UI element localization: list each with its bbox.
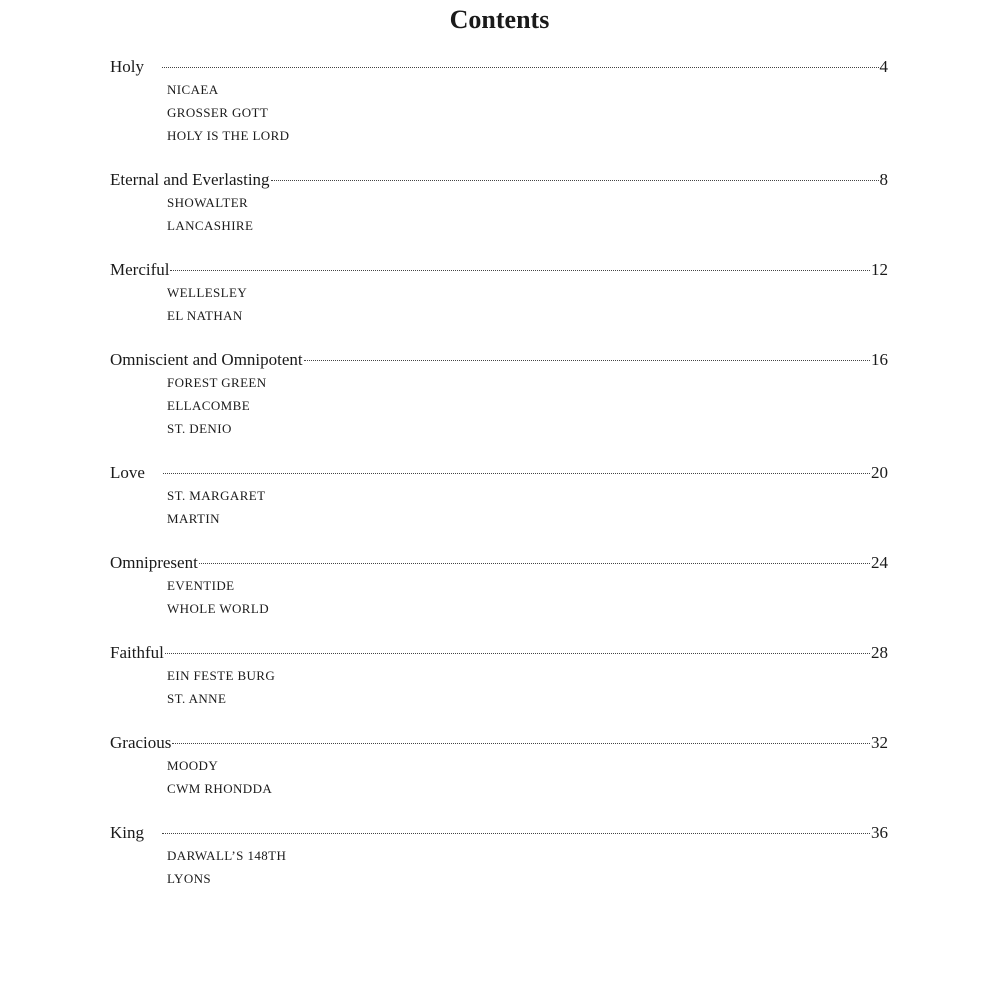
toc-entry-line[interactable]: [110, 169, 888, 191]
toc-entry: [110, 56, 888, 147]
tune-name: EVENTIDE: [167, 578, 235, 593]
tune-list: [110, 574, 888, 620]
tune-name: LYONS: [167, 871, 212, 886]
tune-name: SHOWALTER: [167, 195, 249, 210]
tune-list: [110, 78, 888, 147]
dot-leader: [162, 67, 879, 68]
entry-title: Gracious: [110, 733, 172, 752]
page-number: 20: [871, 463, 888, 482]
dot-leader: [163, 473, 870, 474]
page-number: 16: [871, 350, 888, 369]
tune-list: [110, 281, 888, 327]
tune-name: LANCASHIRE: [167, 218, 254, 233]
toc-entry-line[interactable]: [110, 56, 888, 78]
tune-name: HOLY IS THE LORD: [167, 128, 290, 143]
toc-entry-line[interactable]: [110, 349, 888, 371]
tune-name: ELLACOMBE: [167, 398, 251, 413]
toc-entry-line[interactable]: [110, 642, 888, 664]
spacer: [110, 327, 888, 349]
tune-list: [110, 844, 888, 890]
tune-name: EIN FESTE BURG: [167, 668, 276, 683]
tune-list: [110, 371, 888, 440]
toc-entry: [110, 349, 888, 440]
entry-title: Faithful: [110, 643, 164, 662]
spacer: [110, 710, 888, 732]
page-number: 28: [871, 643, 888, 662]
toc-entry: [110, 822, 888, 890]
toc-entry: [110, 259, 888, 327]
entry-title: Holy: [110, 57, 144, 76]
page-number: 36: [871, 823, 888, 842]
spacer: [110, 530, 888, 552]
spacer: [110, 237, 888, 259]
tune-name: MARTIN: [167, 511, 220, 526]
toc-entry: [110, 642, 888, 710]
dot-leader: [162, 833, 870, 834]
page-number: 8: [879, 170, 888, 189]
spacer: [110, 147, 888, 169]
dot-leader: [271, 180, 879, 181]
toc-entry-line[interactable]: [110, 822, 888, 844]
page-number: 4: [879, 57, 888, 76]
entry-title: Omniscient and Omnipotent: [110, 350, 303, 369]
tune-name: NICAEA: [167, 82, 219, 97]
toc-entry-line[interactable]: [110, 552, 888, 574]
tune-name: CWM RHONDDA: [167, 781, 273, 796]
tune-name: ST. DENIO: [167, 421, 232, 436]
tune-name: WELLESLEY: [167, 285, 248, 300]
page-title: Contents: [449, 5, 550, 34]
tune-name: FOREST GREEN: [167, 375, 267, 390]
dot-leader: [172, 743, 870, 744]
spacer: [110, 800, 888, 822]
tune-list: [110, 484, 888, 530]
dot-leader: [170, 270, 870, 271]
page-number: 12: [871, 260, 888, 279]
toc-entry: [110, 462, 888, 530]
toc-entry-line[interactable]: [110, 732, 888, 754]
tune-name: WHOLE WORLD: [167, 601, 270, 616]
tune-list: [110, 664, 888, 710]
toc-entry-line[interactable]: [110, 259, 888, 281]
entry-title: Eternal and Everlasting: [110, 170, 270, 189]
entry-title: Omnipresent: [110, 553, 198, 572]
tune-name: EL NATHAN: [167, 308, 243, 323]
tune-name: MOODY: [167, 758, 219, 773]
toc-entry: [110, 732, 888, 800]
tune-list: [110, 754, 888, 800]
table-of-contents: [110, 56, 888, 890]
tune-name: DARWALL’S 148TH: [167, 848, 287, 863]
dot-leader: [165, 653, 870, 654]
tune-name: GROSSER GOTT: [167, 105, 269, 120]
tune-name: ST. ANNE: [167, 691, 227, 706]
spacer: [110, 620, 888, 642]
tune-list: [110, 191, 888, 237]
page-number: 24: [871, 553, 888, 572]
page-number: 32: [871, 733, 888, 752]
toc-entry-line[interactable]: [110, 462, 888, 484]
spacer: [110, 440, 888, 462]
toc-entry: [110, 552, 888, 620]
tune-name: ST. MARGARET: [167, 488, 266, 503]
entry-title: King: [110, 823, 144, 842]
entry-title: Merciful: [110, 260, 170, 279]
dot-leader: [199, 563, 870, 564]
entry-title: Love: [110, 463, 145, 482]
dot-leader: [304, 360, 870, 361]
toc-entry: [110, 169, 888, 237]
